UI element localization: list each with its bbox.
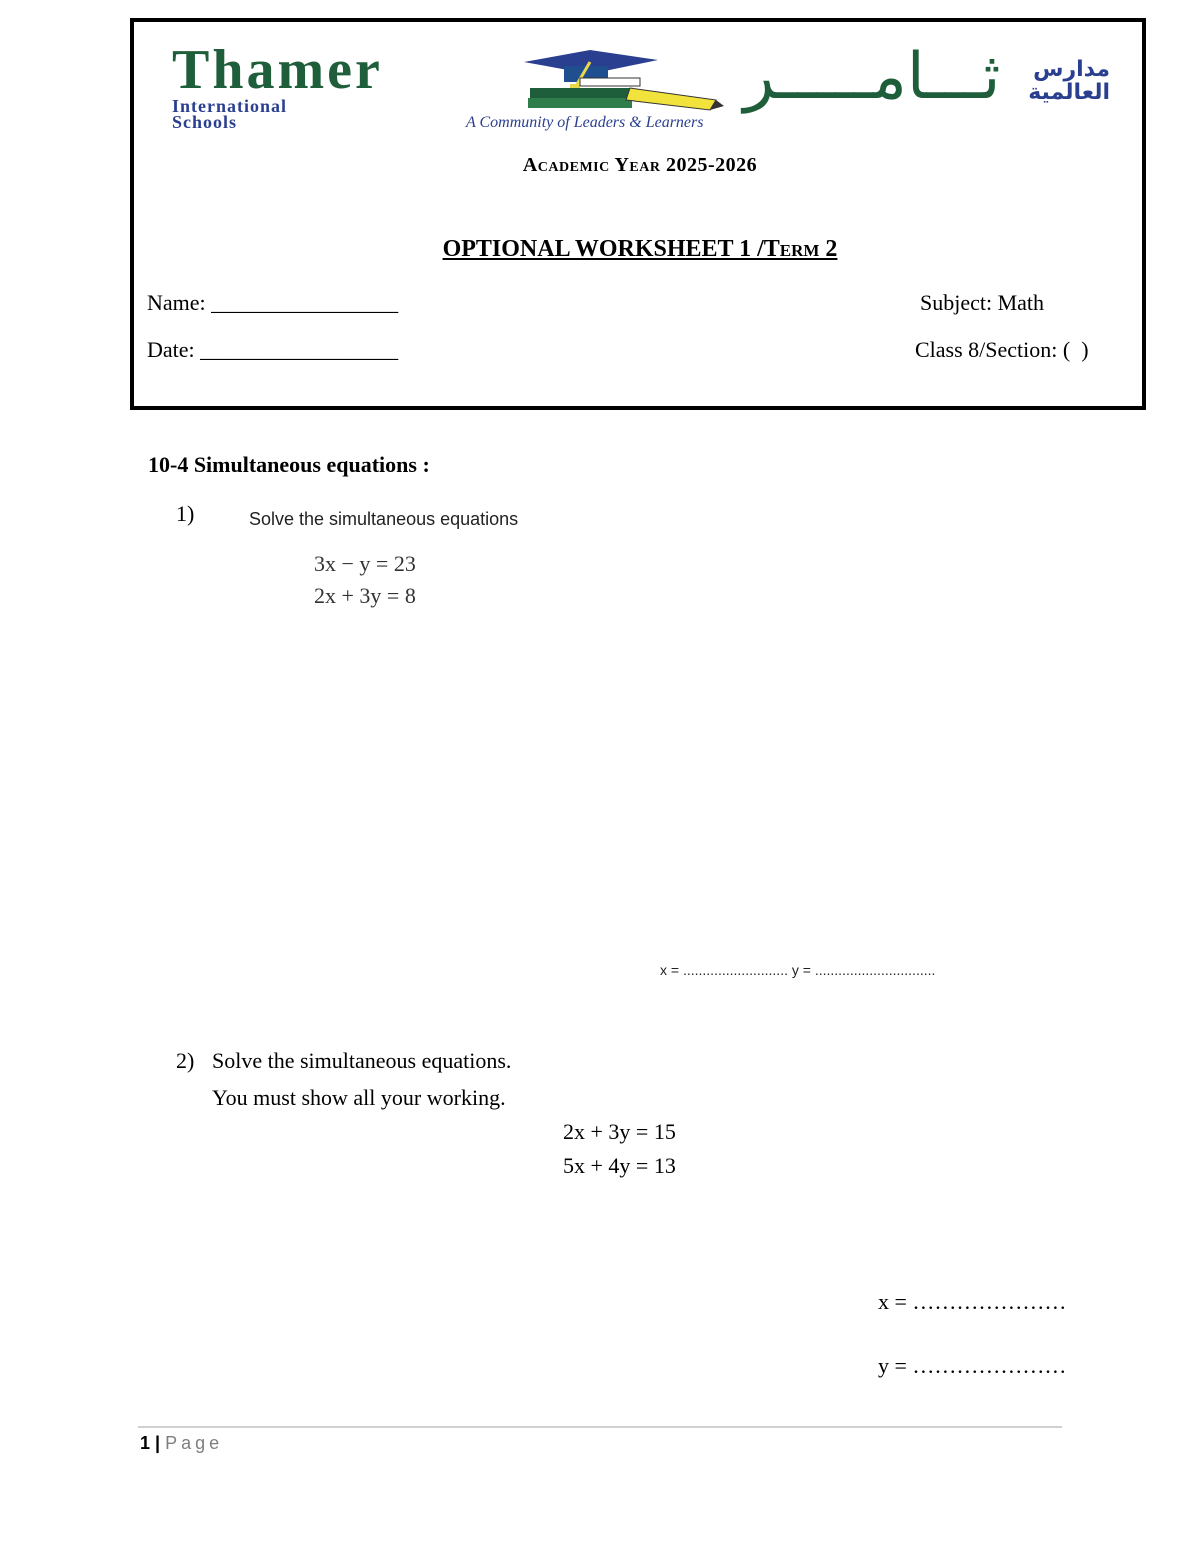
- arabic-sub-line-1: مدارس: [1033, 57, 1110, 82]
- footer-divider: [138, 1426, 1062, 1428]
- date-field: Date: __________________: [147, 337, 399, 362]
- question-2-answer-x: x = …………………: [878, 1289, 1067, 1314]
- worksheet-title: OPTIONAL WORKSHEET 1 /Term 2: [442, 236, 838, 262]
- question-2-instruction: You must show all your working.: [212, 1085, 506, 1110]
- arabic-sub-line-2: العالمية: [1028, 80, 1110, 105]
- question-2-equation-2: 5x + 4y = 13: [563, 1153, 676, 1178]
- page-number: 1 |: [140, 1433, 161, 1453]
- school-sub-line-2: Schools: [172, 112, 238, 132]
- question-2-answer-y: y = …………………: [878, 1353, 1067, 1378]
- page-footer: [140, 1433, 223, 1454]
- arabic-school-name: ثـــامـــــر: [743, 40, 1001, 114]
- class-section-field: Class 8/Section: ( ): [915, 337, 1089, 362]
- section-title: 10-4 Simultaneous equations :: [148, 452, 430, 477]
- graduation-cap-books-icon: [520, 44, 730, 116]
- question-2-equation-1: 2x + 3y = 15: [563, 1119, 676, 1144]
- school-tagline: A Community of Leaders & Learners: [466, 114, 704, 131]
- school-name: Thamer: [172, 39, 383, 101]
- question-2-prompt: Solve the simultaneous equations.: [212, 1048, 512, 1073]
- name-field: Name: _________________: [147, 290, 399, 315]
- subject-field: Subject: Math: [920, 290, 1045, 315]
- question-1-answer-line: x = ........................... y = ...............................: [660, 962, 936, 978]
- question-1-equation-1: 3x − y = 23: [314, 551, 416, 576]
- school-logo-english: [172, 39, 383, 132]
- question-1-number: 1): [176, 501, 195, 526]
- page-label: Page: [165, 1433, 224, 1453]
- question-1-prompt: Solve the simultaneous equations: [249, 509, 519, 529]
- school-sub-line-1: International: [172, 96, 288, 116]
- question-1-equation-2: 2x + 3y = 8: [314, 583, 416, 608]
- arabic-school-sub: [1010, 58, 1110, 104]
- question-2-number: 2): [176, 1048, 195, 1073]
- academic-year: Academic Year 2025-2026: [522, 154, 758, 176]
